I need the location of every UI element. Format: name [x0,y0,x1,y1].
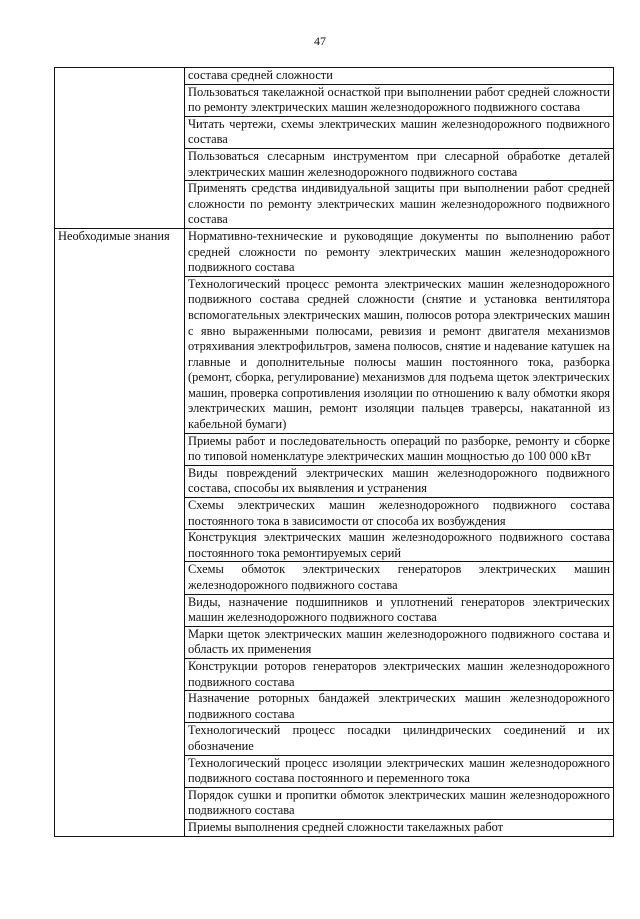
table-body [55,68,614,837]
requirement-text: Назначение роторных бандажей электрических машин железнодорожного подвижного состава [185,691,614,723]
requirement-text: Технологический процесс посадки цилиндрических соединений и их обозначение [185,723,614,755]
requirement-text: Марки щеток электрических машин железнодорожного подвижного состава и область их применения [185,626,614,658]
table-row [55,228,614,276]
requirement-text: Читать чертежи, схемы электрических машин железнодорожного подвижного состава [185,116,614,148]
page-number: 47 [314,34,326,48]
group-label [55,68,185,229]
requirement-text: Схемы электрических машин железнодорожного подвижного состава постоянного тока в зависимости от способа их возбуждения [185,498,614,530]
table-row [55,68,614,85]
requirement-text: Пользоваться слесарным инструментом при слесарной обработке деталей электрических машин железнодорожного подвижного состава [185,148,614,180]
requirement-text: Технологический процесс ремонта электрических машин железнодорожного подвижного состава средней сложности (снятие и установка вентилятора вспомогательных электрических машин, полюсов ротора электрических машин с явно выраженными полюсами, ревизия и ремонт двигателя механизмов отряхивания электрофильтров, замена полюсов, снятие и надевание катушек на главные и дополнительные полюсы машин постоянного тока, разборка (ремонт, сборка, регулирование) механизмов для подъема щеток электрических машин, проверка сопротивления изоляции по отношению к валу обмотки якоря электрических машин, ремонт изоляции пальцев траверсы, накатанной из кабельной бумаги) [185,276,614,433]
requirement-text: Конструкция электрических машин железнодорожного подвижного состава постоянного тока ремонтируемых серий [185,530,614,562]
requirement-text: Схемы обмоток электрических генераторов электрических машин железнодорожного подвижного состава [185,562,614,594]
requirement-text: Пользоваться такелажной оснасткой при выполнении работ средней сложности по ремонту электрических машин железнодорожного подвижного состава [185,84,614,116]
requirement-text: Приемы выполнения средней сложности такелажных работ [185,819,614,836]
requirement-text: Виды, назначение подшипников и уплотнений генераторов электрических машин железнодорожного подвижного состава [185,594,614,626]
requirement-text: Технологический процесс изоляции электрических машин железнодорожного подвижного состава постоянного и переменного тока [185,755,614,787]
requirement-text: Порядок сушки и пропитки обмоток электрических машин железнодорожного подвижного состава [185,787,614,819]
group-label: Необходимые знания [55,228,185,836]
requirement-text: Нормативно-технические и руководящие документы по выполнению работ средней сложности по ремонту электрических машин железнодорожного подвижного состава [185,228,614,276]
requirements-table [54,67,614,837]
requirement-text: Применять средства индивидуальной защиты при выполнении работ средней сложности по ремонту электрических машин железнодорожного подвижного состава [185,181,614,229]
requirement-text: состава средней сложности [185,68,614,85]
requirement-text: Приемы работ и последовательность операций по разборке, ремонту и сборке по типовой номенклатуре электрических машин мощностью до 100 000 кВт [185,433,614,465]
requirement-text: Конструкции роторов генераторов электрических машин железнодорожного подвижного состава [185,658,614,690]
requirement-text: Виды повреждений электрических машин железнодорожного подвижного состава, способы их выявления и устранения [185,465,614,497]
